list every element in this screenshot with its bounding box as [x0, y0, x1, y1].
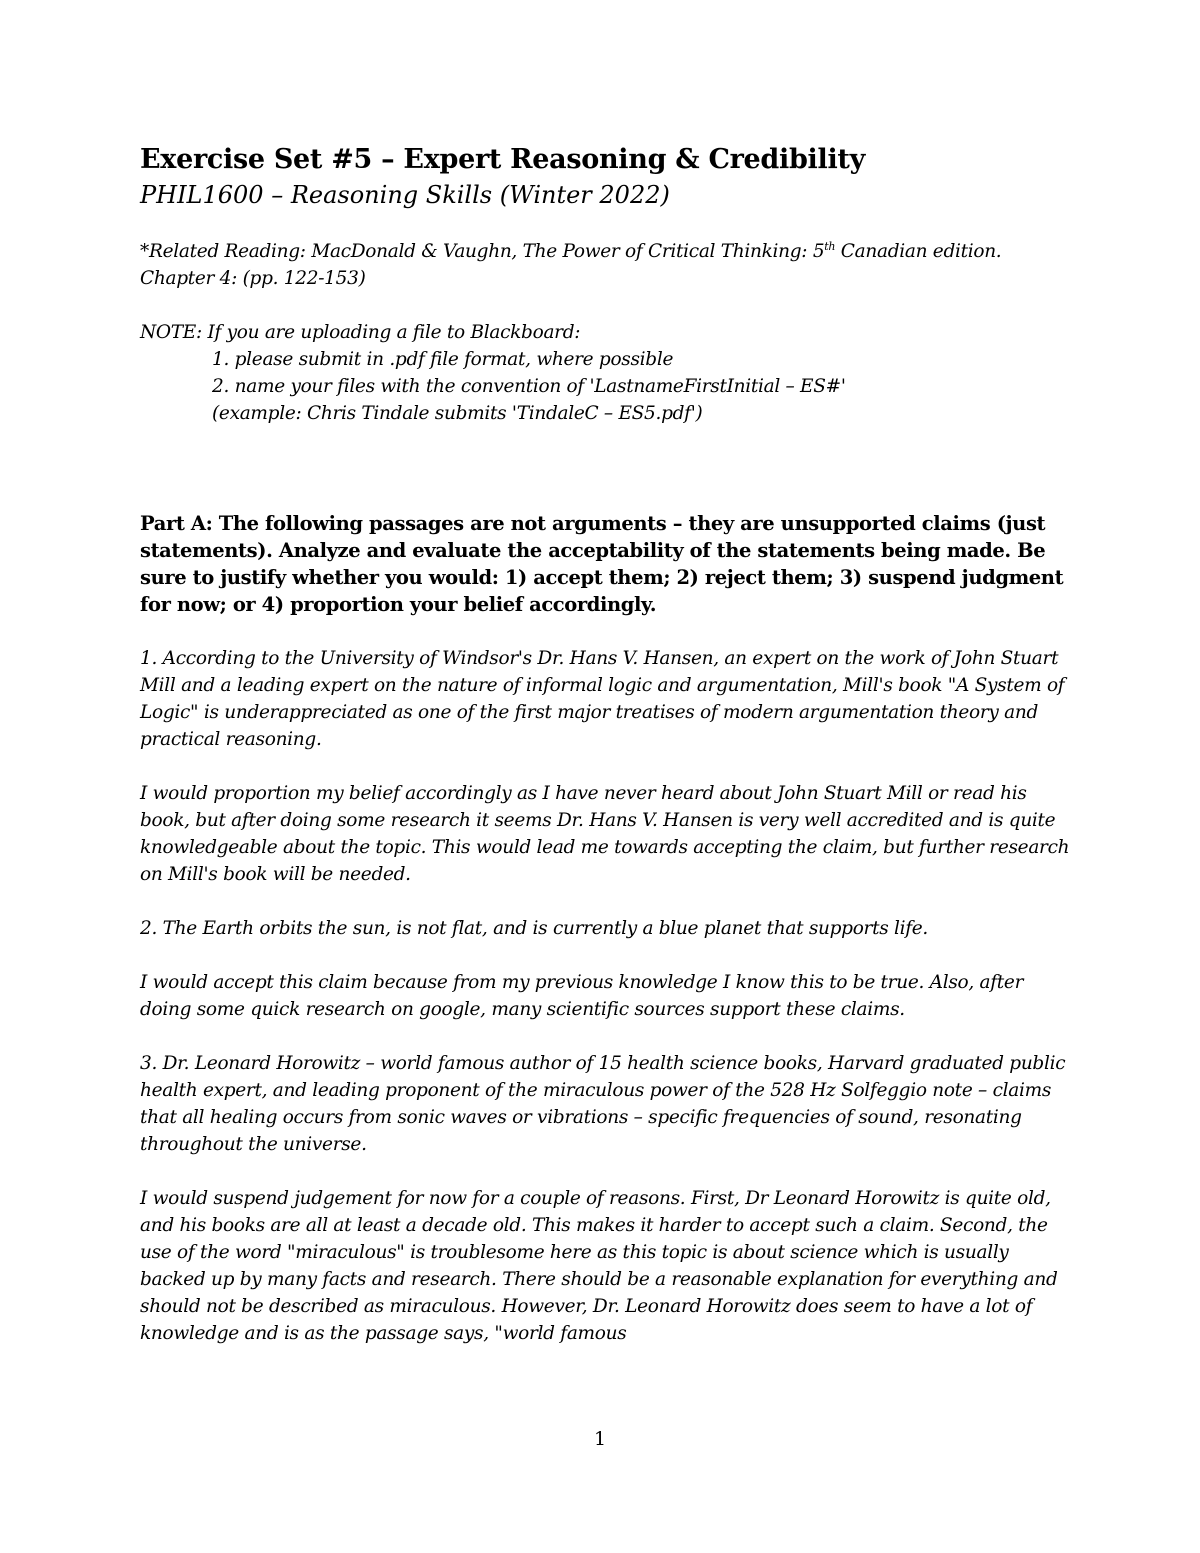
part-a-instructions: Part A: The following passages are not arguments – they are unsupported claims (just statements). Analyze and evaluate the acceptability of the statements being made. Be sure to justify whether you would: 1) accept them; 2) reject them; 3) suspend judgment for now; or 4) proportion your belief accordingly.	[140, 512, 1064, 616]
note-item: 1. please submit in .pdf file format, where possible	[212, 349, 674, 370]
passage-claim-2: 2. The Earth orbits the sun, is not flat, and is currently a blue planet that supports life.	[140, 918, 929, 939]
passage-answer-1: I would proportion my belief accordingly as I have never heard about John Stuart Mill or read his book, but after doing some research it seems Dr. Hans V. Hansen is very well accredited and is quite knowledgeable about the topic. This would lead me towards accepting the claim, but further research on Mill's book will be needed.	[140, 783, 1070, 885]
passage-claim-3: 3. Dr. Leonard Horowitz – world famous author of 15 health science books, Harvard graduated public health expert, and leading proponent of the miraculous power of the 528 Hz Solfeggio note – claims that all healing occurs from sonic waves or vibrations – specific frequencies of sound, resonating throughout the universe.	[140, 1053, 1066, 1155]
course-subtitle: PHIL1600 – Reasoning Skills (Winter 2022)	[140, 181, 670, 209]
note-item: (example: Chris Tindale submits 'TindaleC – ES5.pdf')	[212, 403, 703, 424]
note-heading: NOTE: If you are uploading a file to Blackboard:	[140, 322, 581, 343]
document-title: Exercise Set #5 – Expert Reasoning & Credibility	[140, 144, 865, 175]
page-number: 1	[593, 1428, 607, 1450]
passage-answer-3: I would suspend judgement for now for a couple of reasons. First, Dr Leonard Horowitz is quite old, and his books are all at least a decade old. This makes it harder to accept such a claim. Second, the use of the word "miraculous" is troublesome here as this topic is about science which is usually backed up by many facts and research. There should be a reasonable explanation for everything and should not be described as miraculous. However, Dr. Leonard Horowitz does seem to have a lot of knowledge and is as the passage says, "world famous	[140, 1188, 1058, 1344]
reading-line-1: *Related Reading: MacDonald & Vaughn, The Power of Critical Thinking: 5th Canadian edition.	[140, 239, 1002, 262]
document-page	[140, 142, 1070, 1347]
submission-note	[140, 319, 1070, 427]
note-item: 2. name your files with the convention of 'LastnameFirstInitial – ES#'	[212, 376, 846, 397]
related-reading	[140, 238, 1070, 292]
reading-line-2: Chapter 4: (pp. 122-153)	[140, 268, 366, 289]
passage-claim-1: 1. According to the University of Windsor's Dr. Hans V. Hansen, an expert on the work of John Stuart Mill and a leading expert on the nature of informal logic and argumentation, Mill's book "A System of Logic" is underappreciated as one of the first major treatises of modern argumentation theory and practical reasoning.	[140, 648, 1065, 750]
passage-answer-2: I would accept this claim because from my previous knowledge I know this to be true. Also, after doing some quick research on google, many scientific sources support these claims.	[140, 972, 1024, 1020]
